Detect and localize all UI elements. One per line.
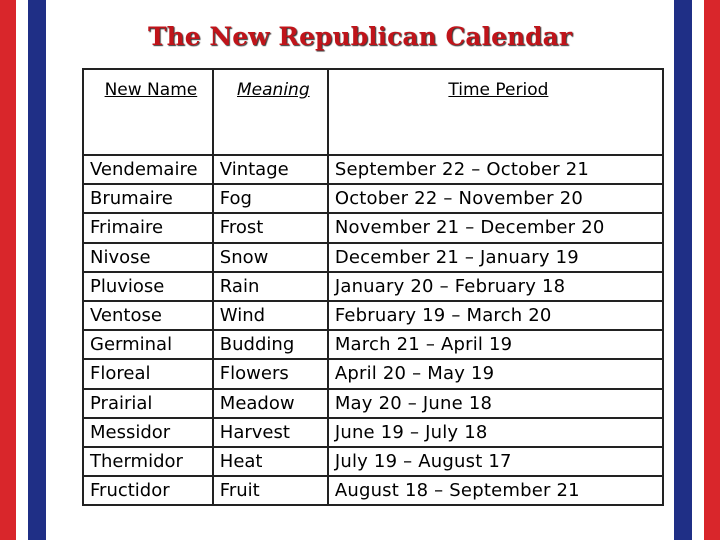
month-meaning: Fruit — [213, 476, 328, 505]
table-row — [83, 330, 663, 359]
header-new-name: New Name — [83, 69, 213, 155]
border-stripe-red-right — [704, 0, 720, 540]
border-stripe-blue-left — [28, 0, 46, 540]
table-row — [83, 418, 663, 447]
table-row — [83, 213, 663, 242]
month-period: December 21 – January 19 — [328, 243, 663, 272]
calendar-table — [82, 68, 664, 506]
border-stripe-blue-right — [674, 0, 692, 540]
month-name: Brumaire — [83, 184, 213, 213]
table-row — [83, 359, 663, 388]
month-meaning: Harvest — [213, 418, 328, 447]
month-meaning: Flowers — [213, 359, 328, 388]
month-period: July 19 – August 17 — [328, 447, 663, 476]
header-meaning: Meaning — [213, 69, 328, 155]
table-row — [83, 447, 663, 476]
month-period: January 20 – February 18 — [328, 272, 663, 301]
month-name: Pluviose — [83, 272, 213, 301]
month-meaning: Vintage — [213, 155, 328, 184]
month-meaning: Wind — [213, 301, 328, 330]
slide-title: The New Republican Calendar — [147, 22, 572, 51]
month-meaning: Heat — [213, 447, 328, 476]
table-row — [83, 155, 663, 184]
table-row — [83, 301, 663, 330]
table-row — [83, 243, 663, 272]
month-meaning: Frost — [213, 213, 328, 242]
border-gap-left — [46, 0, 56, 540]
month-meaning: Budding — [213, 330, 328, 359]
slide-content — [56, 0, 664, 540]
month-meaning: Snow — [213, 243, 328, 272]
month-name: Prairial — [83, 389, 213, 418]
month-period: June 19 – July 18 — [328, 418, 663, 447]
month-period: February 19 – March 20 — [328, 301, 663, 330]
month-period: November 21 – December 20 — [328, 213, 663, 242]
table-body — [83, 155, 663, 505]
table-row — [83, 184, 663, 213]
border-stripe-white-right — [692, 0, 704, 540]
month-meaning: Rain — [213, 272, 328, 301]
month-meaning: Meadow — [213, 389, 328, 418]
month-name: Ventose — [83, 301, 213, 330]
header-time-period: Time Period — [328, 69, 663, 155]
month-name: Thermidor — [83, 447, 213, 476]
month-name: Germinal — [83, 330, 213, 359]
border-stripe-white-left — [16, 0, 28, 540]
month-name: Fructidor — [83, 476, 213, 505]
month-name: Messidor — [83, 418, 213, 447]
border-gap-right — [664, 0, 674, 540]
border-stripe-red-left — [0, 0, 16, 540]
month-period: March 21 – April 19 — [328, 330, 663, 359]
month-period: September 22 – October 21 — [328, 155, 663, 184]
month-period: August 18 – September 21 — [328, 476, 663, 505]
month-name: Vendemaire — [83, 155, 213, 184]
table-row — [83, 389, 663, 418]
table-row — [83, 476, 663, 505]
month-name: Floreal — [83, 359, 213, 388]
month-name: Frimaire — [83, 213, 213, 242]
month-period: April 20 – May 19 — [328, 359, 663, 388]
month-period: October 22 – November 20 — [328, 184, 663, 213]
table-row — [83, 272, 663, 301]
month-name: Nivose — [83, 243, 213, 272]
month-period: May 20 – June 18 — [328, 389, 663, 418]
month-meaning: Fog — [213, 184, 328, 213]
table-header-row — [83, 69, 663, 155]
